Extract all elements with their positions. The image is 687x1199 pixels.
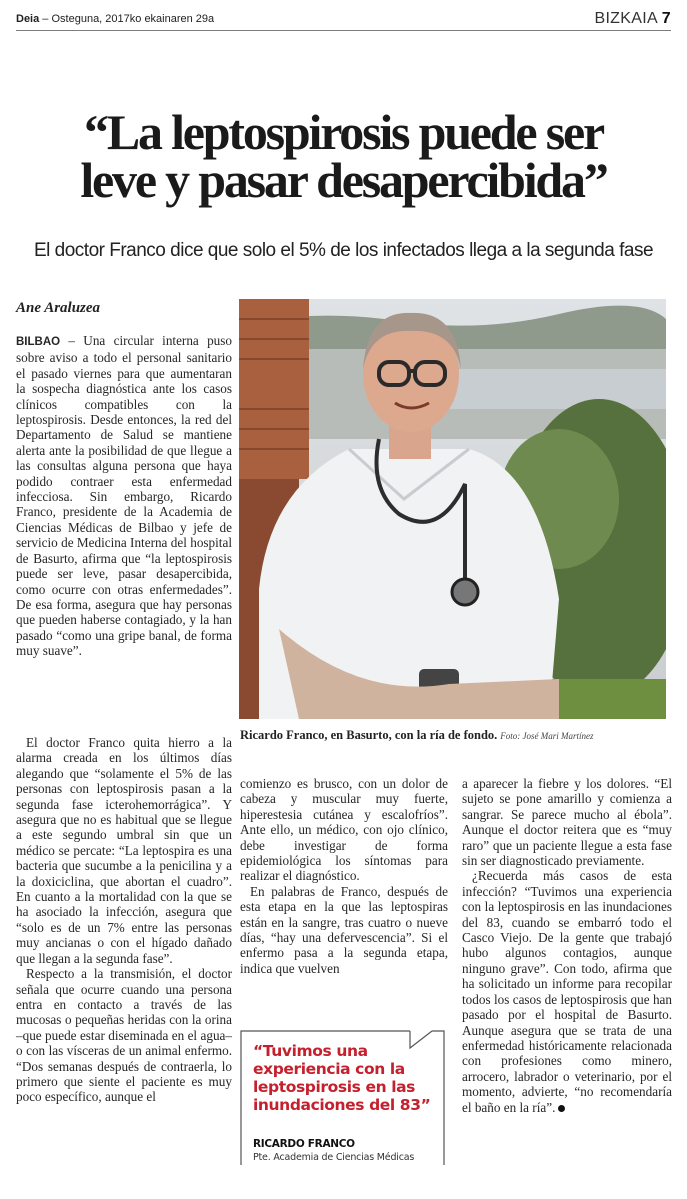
header-separator: –: [39, 13, 52, 25]
paragraph: BILBAO – Una circular interna puso sobre aviso a todo el personal sanitario el pasado viernes para que aumentaran la sospecha diagnóstica ante los casos clínicos compatibles con la leptospirosis. Desde entonces, la red del Departamento de Salud se mantiene alerta ante la posibilidad de que llegue a las consultas alguna persona que haya podido contraer esta enfermedad infecciosa. Sin embargo, Ricardo Franco, presidente de la Academia de Ciencias Médicas de Bilbao y jefe de servicio de Medicina Interna del hospital de Basurto, afirma que “la leptospirosis puede ser leve, pasar desapercibida, como ocurre con otras enfermedades”. De esa forma, asegura que hay personas que pueden haberse contagiado, y la han pasado “como una gripe banal, de forma muy suave”.: [16, 333, 232, 659]
byline: Ane Araluzea: [16, 300, 101, 316]
paragraph: El doctor Franco quita hierro a la alarma creada en los últimos días alegando que “solamente el 5% de las personas con leptospirosis pasan a la segunda fase icterohemorrágica”. Y asegura que no es habitual que se llegue a este segundo umbral sin que un médico se percate: “La leptospira es una bacteria que sucumbe a la penicilina y a la doxiciclina, que abortan el cuadro”. En cuanto a la mortalidad con la que se ha asociado la infección, asegura que “solo es de un 7% entre las personas muy ancianas o con el hígado dañado que llegan a la segunda fase”.: [16, 735, 232, 966]
end-of-article-bullet-icon: [558, 1105, 565, 1112]
pull-quote-text: “Tuvimos una experiencia con la leptospirosis en las inundaciones del 83”: [253, 1042, 431, 1114]
photo-credit: Foto: José Mari Martínez: [500, 731, 594, 741]
paragraph: ¿Recuerda más casos de esta infección? “Tuvimos una experiencia con la leptospirosis en las inundaciones del 83, cuando se embarró todo el Casco Viejo. De la gente que trabajó hubo algunos contagios, aunque ninguno grave”. Con todo, afirma que ha solicitado un informe para recopilar todos los casos de leptospirosis que han pasado por el hospital de Basurto. Aunque asegura que se trata de una enfermedad históricamente relacionada con profesiones como minero, arrocero, labrador o veterinario, por el momento, advierte, “no recomendaría el baño en la ría”.: [462, 868, 672, 1115]
paragraph: comienzo es brusco, con un dolor de cabeza y muscular muy fuerte, hiperestesia cutánea y escalofríos”. Ante ello, un médico, con ojo clínico, debe investigar de forma epidemiológica los síntomas para realizar el diagnóstico.: [240, 776, 448, 884]
paragraph: En palabras de Franco, después de esta etapa en la que las leptospiras están en la sangre, tras cuatro o nueve días, “hay una defervescencia”. Si el enfermo pasa a la segunda etapa, indica que vuelven: [240, 883, 448, 976]
publication-name: Deia: [16, 13, 40, 25]
subheadline: El doctor Franco dice que solo el 5% de los infectados llega a la segunda fase: [33, 240, 654, 261]
paragraph: a aparecer la fiebre y los dolores. “El sujeto se pone amarillo y comienza a sangrar. Se parece mucho al ébola”. Aunque el doctor reitera que es “muy raro” que un paciente llegue a esta fase sin ser diagnosticado previamente.: [462, 776, 672, 869]
article-photo: [239, 299, 666, 719]
paragraph: Respecto a la transmisión, el doctor señala que ocurre cuando una persona entra en contacto a través de las mucosas o pequeñas heridas con la orina –que puede estar diseminada en el agua– o con las vísceras de un animal enfermo. “Dos semanas después de contraerla, lo primero que siente el paciente es muy poco específico, aunque el: [16, 966, 232, 1105]
page-header: [16, 10, 671, 31]
issue-date: Osteguna, 2017ko ekainaren 29a: [51, 13, 215, 25]
body-column-3: [462, 776, 672, 1115]
headline: [0, 104, 687, 208]
dateline: BILBAO: [16, 336, 61, 348]
page-number: 7: [661, 10, 671, 27]
photo-caption: [240, 728, 680, 743]
headline-line-1: “La leptospirosis puede ser: [84, 104, 603, 160]
caption-text: Ricardo Franco, en Basurto, con la ría de fondo.: [240, 728, 498, 742]
headline-line-2: leve y pasar desapercibida”: [80, 152, 607, 208]
doctor-portrait-illustration: [239, 299, 666, 719]
pull-quote-box: [240, 1030, 445, 1165]
pull-quote-attribution-name: RICARDO FRANCO: [253, 1138, 355, 1150]
publication-date-line: [16, 13, 214, 25]
body-column-1-continued: [16, 735, 232, 1105]
body-column-1: [16, 333, 232, 659]
pull-quote-attribution-role: Pte. Academia de Ciencias Médicas: [253, 1152, 415, 1163]
section-label: [594, 10, 671, 28]
body-column-2: [240, 776, 448, 976]
section-name: BIZKAIA: [594, 10, 658, 27]
